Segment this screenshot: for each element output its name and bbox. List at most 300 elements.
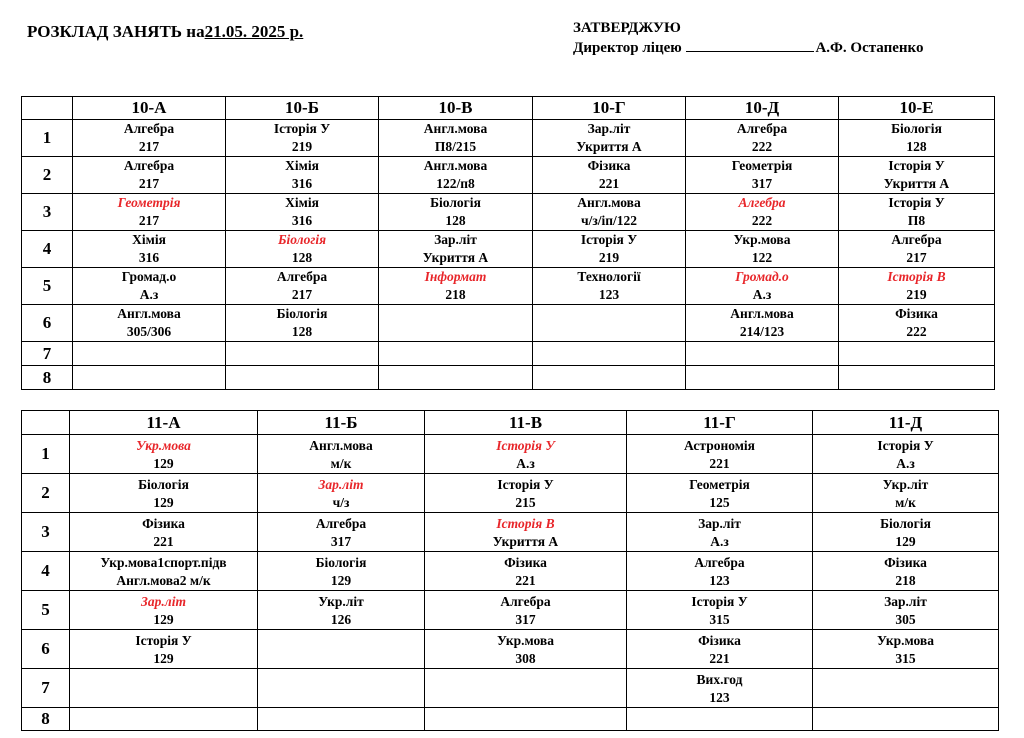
- lesson-cell: [533, 231, 686, 268]
- lesson-cell: [70, 513, 258, 552]
- lesson-number: 7: [22, 669, 70, 708]
- subject-name: Фізика: [142, 516, 185, 531]
- lesson-content: [686, 120, 838, 156]
- class-header: 11-Д: [813, 411, 999, 435]
- lesson-content: [70, 630, 257, 668]
- subject-name: Фізика: [587, 158, 631, 173]
- subject-name: Геометрія: [117, 195, 181, 210]
- room-label: 215: [515, 495, 536, 510]
- room-label: 129: [895, 534, 916, 549]
- subject-name: Укр.мова: [877, 633, 934, 648]
- subject-name: Фізика: [504, 555, 547, 570]
- subject-name: Алгебра: [123, 121, 175, 136]
- lesson-cell: [686, 120, 839, 157]
- lesson-number: 7: [22, 342, 73, 366]
- lesson-number: 8: [22, 708, 70, 731]
- room-label: 128: [906, 139, 927, 154]
- lesson-cell: [258, 708, 425, 731]
- lesson-cell: [813, 630, 999, 669]
- lesson-cell: [686, 268, 839, 305]
- subject-name: Геометрія: [689, 477, 750, 492]
- lesson-content: [226, 231, 378, 267]
- lesson-content: [627, 552, 812, 590]
- subject-name: Алгебра: [500, 594, 551, 609]
- subject-name: Історія У: [497, 477, 554, 492]
- room-label: Укриття А: [883, 176, 950, 191]
- lesson-cell: [379, 194, 533, 231]
- lesson-content: [813, 708, 998, 710]
- lesson-cell: [70, 552, 258, 591]
- lesson-cell: [73, 366, 226, 390]
- lesson-cell: [839, 194, 995, 231]
- lesson-cell: [425, 552, 627, 591]
- room-label: 217: [906, 250, 927, 265]
- room-label: А.з: [139, 287, 159, 302]
- lesson-content: [73, 268, 225, 304]
- lesson-content: [425, 591, 626, 629]
- lesson-cell: [686, 157, 839, 194]
- lesson-content: [73, 194, 225, 230]
- room-label: 316: [291, 213, 313, 228]
- room-label: 221: [598, 176, 620, 191]
- subject-name: Астрономія: [684, 438, 755, 453]
- lesson-row: [22, 474, 999, 513]
- lesson-content: [425, 552, 626, 590]
- lesson-cell: [258, 513, 425, 552]
- approval-name: А.Ф. Остапенко: [815, 40, 924, 56]
- lesson-row: [22, 669, 999, 708]
- lesson-cell: [379, 366, 533, 390]
- lesson-cell: [379, 120, 533, 157]
- room-label: 129: [153, 651, 174, 666]
- subject-name: Англ.мова: [117, 306, 181, 321]
- lesson-row: [22, 366, 995, 390]
- lesson-content: [627, 435, 812, 473]
- lesson-row: [22, 342, 995, 366]
- subject-name: Громад.о: [735, 269, 789, 284]
- subject-name: Історія У: [888, 195, 945, 210]
- subject-name: Укр.мова: [733, 232, 791, 247]
- lesson-cell: [425, 474, 627, 513]
- room-label: 315: [709, 612, 730, 627]
- room-label: А.з: [752, 287, 772, 302]
- lesson-cell: [425, 630, 627, 669]
- title-date: 21.05. 2025 р.: [204, 22, 304, 41]
- lesson-cell: [226, 342, 379, 366]
- lesson-cell: [839, 268, 995, 305]
- lesson-cell: [533, 342, 686, 366]
- room-label: 315: [895, 651, 916, 666]
- page-title: [27, 22, 303, 42]
- lesson-content: [258, 630, 424, 632]
- lesson-content: [686, 305, 838, 341]
- class-header: 11-А: [70, 411, 258, 435]
- lesson-cell: [839, 231, 995, 268]
- lesson-content: [813, 630, 998, 668]
- lesson-cell: [258, 630, 425, 669]
- subject-name: Алгебра: [315, 516, 367, 531]
- subject-name: Історія У: [888, 158, 945, 173]
- lesson-content: [379, 231, 532, 267]
- subject-name: Укр.літ: [318, 594, 364, 609]
- subject-name: Укр.мова1спорт.підв: [100, 555, 227, 570]
- lesson-content: [379, 194, 532, 230]
- lesson-cell: [70, 474, 258, 513]
- subject-name: Зар.літ: [884, 594, 927, 609]
- lesson-number: 6: [22, 630, 70, 669]
- subject-name: Укр.літ: [882, 477, 929, 492]
- lesson-content: [226, 120, 378, 156]
- room-label: 125: [709, 495, 730, 510]
- room-label: 129: [153, 495, 174, 510]
- room-label: 305: [895, 612, 916, 627]
- room-label: 317: [751, 176, 773, 191]
- lesson-content: [70, 552, 257, 590]
- lesson-cell: [425, 435, 627, 474]
- lesson-content: [686, 194, 838, 230]
- lesson-number: 4: [22, 231, 73, 268]
- lesson-content: [839, 120, 994, 156]
- lesson-cell: [813, 552, 999, 591]
- lesson-cell: [425, 669, 627, 708]
- subject-name: Технології: [577, 269, 641, 284]
- class-header: 10-А: [73, 97, 226, 120]
- room-label: 222: [906, 324, 927, 339]
- lesson-cell: [70, 708, 258, 731]
- room-label: П8: [907, 213, 926, 228]
- subject-name: Історія У: [580, 232, 638, 247]
- lesson-cell: [533, 120, 686, 157]
- lesson-cell: [839, 305, 995, 342]
- lesson-cell: [379, 305, 533, 342]
- lesson-row: [22, 231, 995, 268]
- lesson-cell: [627, 669, 813, 708]
- signature-line: [686, 39, 814, 52]
- approval-signature-line: [573, 38, 924, 58]
- lesson-content: [425, 669, 626, 671]
- lesson-content: [813, 513, 998, 551]
- lesson-cell: [839, 366, 995, 390]
- room-label: 122/п8: [436, 176, 475, 191]
- table-header-row: [22, 97, 995, 120]
- lesson-cell: [839, 342, 995, 366]
- room-label: 129: [330, 573, 352, 588]
- room-label: 217: [138, 139, 160, 154]
- lesson-content: [839, 194, 994, 230]
- lesson-content: [258, 591, 424, 629]
- subject-name: Біологія: [315, 555, 367, 570]
- subject-name: Біологія: [891, 121, 942, 136]
- lesson-row: [22, 194, 995, 231]
- room-label: м/к: [895, 495, 916, 510]
- subject-name: Зар.літ: [318, 477, 364, 492]
- lesson-cell: [627, 630, 813, 669]
- lesson-cell: [70, 630, 258, 669]
- room-label: 219: [598, 250, 620, 265]
- subject-name: Хімія: [132, 232, 166, 247]
- lesson-cell: [686, 342, 839, 366]
- lesson-content: [258, 435, 424, 473]
- room-label: 316: [138, 250, 160, 265]
- lesson-content: [533, 231, 685, 267]
- room-label: 316: [291, 176, 313, 191]
- lesson-cell: [226, 231, 379, 268]
- room-label: ч/з: [332, 495, 350, 510]
- lesson-content: [73, 305, 225, 341]
- lesson-content: [425, 708, 626, 710]
- lesson-cell: [226, 366, 379, 390]
- lesson-cell: [379, 231, 533, 268]
- subject-name: Біологія: [138, 477, 189, 492]
- lesson-number: 4: [22, 552, 70, 591]
- room-label: 129: [153, 456, 174, 471]
- lesson-cell: [627, 435, 813, 474]
- lesson-cell: [425, 591, 627, 630]
- lesson-cell: [839, 120, 995, 157]
- lesson-content: [226, 157, 378, 193]
- room-label: 222: [751, 213, 773, 228]
- subject-name: Історія У: [877, 438, 934, 453]
- lesson-content: [73, 120, 225, 156]
- lesson-content: [839, 305, 994, 341]
- lesson-number: 2: [22, 474, 70, 513]
- lesson-content: [813, 474, 998, 512]
- lesson-cell: [70, 435, 258, 474]
- corner-cell: [22, 97, 73, 120]
- subject-name: Фізика: [884, 555, 927, 570]
- lesson-content: [627, 474, 812, 512]
- lesson-content: [70, 669, 257, 671]
- subject-name: Укр.мова: [136, 438, 191, 453]
- approval-block: [573, 18, 924, 58]
- lesson-cell: [686, 366, 839, 390]
- room-label: А.з: [896, 456, 915, 471]
- class-header: 11-Г: [627, 411, 813, 435]
- lesson-content: [226, 268, 378, 304]
- lesson-content: [627, 513, 812, 551]
- room-label: 123: [598, 287, 620, 302]
- room-label: 122: [751, 250, 773, 265]
- lesson-content: [70, 474, 257, 512]
- subject-name: Зар.літ: [587, 121, 631, 136]
- lesson-content: [70, 708, 257, 710]
- lesson-cell: [258, 435, 425, 474]
- lesson-content: [627, 630, 812, 668]
- lesson-number: 1: [22, 120, 73, 157]
- room-label: 218: [895, 573, 916, 588]
- lesson-row: [22, 552, 999, 591]
- class-header: 10-Г: [533, 97, 686, 120]
- lesson-content: [627, 591, 812, 629]
- lesson-content: [258, 669, 424, 671]
- lesson-cell: [813, 708, 999, 731]
- class-header: 11-Б: [258, 411, 425, 435]
- room-label: 221: [153, 534, 174, 549]
- room-label: Укриття А: [576, 139, 642, 154]
- subject-name: Громад.о: [121, 269, 177, 284]
- schedule-table-grade-11: [21, 410, 999, 731]
- lesson-cell: [73, 194, 226, 231]
- lesson-cell: [839, 157, 995, 194]
- lesson-content: [379, 268, 532, 304]
- lesson-content: [627, 708, 812, 710]
- lesson-cell: [813, 591, 999, 630]
- class-header: 10-Е: [839, 97, 995, 120]
- subject-name: Біологія: [277, 232, 327, 247]
- subject-name: Історія У: [496, 438, 555, 453]
- lesson-content: [533, 194, 685, 230]
- room-label: 217: [138, 176, 160, 191]
- room-label: 218: [445, 287, 466, 302]
- lesson-content: [839, 157, 994, 193]
- room-label: Укриття А: [492, 534, 559, 549]
- room-label: 221: [515, 573, 536, 588]
- subject-name: Алгебра: [736, 121, 788, 136]
- subject-name: Біологія: [880, 516, 931, 531]
- subject-name: Алгебра: [694, 555, 745, 570]
- lesson-content: [258, 552, 424, 590]
- subject-name: Історія В: [496, 516, 555, 531]
- lesson-cell: [813, 435, 999, 474]
- room-label: 317: [515, 612, 536, 627]
- lesson-row: [22, 157, 995, 194]
- lesson-content: [226, 305, 378, 341]
- room-label: 219: [906, 287, 927, 302]
- lesson-cell: [425, 708, 627, 731]
- room-label: 123: [709, 690, 730, 705]
- lesson-content: [425, 474, 626, 512]
- lesson-cell: [533, 268, 686, 305]
- lesson-number: 2: [22, 157, 73, 194]
- subject-name: Англ.мова: [730, 306, 794, 321]
- room-label: П8/215: [434, 139, 477, 154]
- lesson-number: 3: [22, 513, 70, 552]
- lesson-cell: [226, 157, 379, 194]
- lesson-cell: [73, 305, 226, 342]
- lesson-content: [73, 157, 225, 193]
- lesson-row: [22, 591, 999, 630]
- subject-name: Біологія: [276, 306, 328, 321]
- lesson-number: 8: [22, 366, 73, 390]
- room-label: Укриття А: [422, 250, 489, 265]
- subject-name: Англ.мова: [423, 158, 488, 173]
- lesson-cell: [627, 513, 813, 552]
- lesson-number: 3: [22, 194, 73, 231]
- lesson-cell: [813, 474, 999, 513]
- lesson-content: [686, 157, 838, 193]
- lesson-content: [686, 231, 838, 267]
- room-label: м/к: [330, 456, 352, 471]
- subject-name: Алгебра: [276, 269, 328, 284]
- lesson-row: [22, 708, 999, 731]
- lesson-cell: [70, 669, 258, 708]
- lesson-content: [839, 231, 994, 267]
- lesson-cell: [258, 552, 425, 591]
- lesson-cell: [379, 342, 533, 366]
- subject-name: Алгебра: [738, 195, 786, 210]
- lesson-cell: [627, 552, 813, 591]
- lesson-row: [22, 120, 995, 157]
- lesson-cell: [73, 157, 226, 194]
- lesson-cell: [226, 268, 379, 305]
- lesson-cell: [226, 120, 379, 157]
- lesson-content: [813, 591, 998, 629]
- lesson-content: [533, 268, 685, 304]
- lesson-content: [813, 552, 998, 590]
- lesson-content: [258, 474, 424, 512]
- lesson-cell: [813, 513, 999, 552]
- lesson-cell: [813, 669, 999, 708]
- room-label: 217: [291, 287, 313, 302]
- lesson-cell: [258, 474, 425, 513]
- table-header-row: [22, 411, 999, 435]
- room-label: 128: [291, 250, 313, 265]
- lesson-number: 1: [22, 435, 70, 474]
- lesson-row: [22, 305, 995, 342]
- subject-name: Англ.мова: [309, 438, 373, 453]
- room-label: 317: [330, 534, 352, 549]
- schedule-table-grade-10: [21, 96, 995, 390]
- lesson-cell: [533, 366, 686, 390]
- lesson-row: [22, 435, 999, 474]
- subject-name: Фізика: [698, 633, 741, 648]
- subject-name: Укр.мова: [497, 633, 554, 648]
- lesson-content: [258, 513, 424, 551]
- subject-name: Біологія: [430, 195, 481, 210]
- room-label: 126: [330, 612, 352, 627]
- approval-title: ЗАТВЕРДЖУЮ: [573, 20, 681, 36]
- lesson-cell: [533, 194, 686, 231]
- class-header: 10-В: [379, 97, 533, 120]
- lesson-cell: [258, 669, 425, 708]
- room-label: А.з: [710, 534, 729, 549]
- room-label: 128: [291, 324, 313, 339]
- lesson-row: [22, 268, 995, 305]
- subject-name: Алгебра: [123, 158, 175, 173]
- lesson-content: [73, 231, 225, 267]
- lesson-content: [226, 194, 378, 230]
- lesson-cell: [379, 268, 533, 305]
- lesson-content: [686, 268, 838, 304]
- room-label: 217: [138, 213, 160, 228]
- room-label: 221: [709, 456, 730, 471]
- corner-cell: [22, 411, 70, 435]
- lesson-cell: [533, 157, 686, 194]
- lesson-cell: [686, 305, 839, 342]
- subject-name: Англ.мова: [577, 195, 641, 210]
- approval-role: Директор ліцею: [573, 40, 686, 56]
- title-prefix: РОЗКЛАД ЗАНЯТЬ на: [27, 22, 205, 41]
- class-header: 10-Б: [226, 97, 379, 120]
- lesson-row: [22, 513, 999, 552]
- subject-name: Хімія: [285, 158, 319, 173]
- room-label: 214/123: [739, 324, 785, 339]
- lesson-cell: [226, 194, 379, 231]
- lesson-content: [379, 120, 532, 156]
- subject-name: Інформат: [424, 269, 487, 284]
- lesson-content: [839, 268, 994, 304]
- room-label: А.з: [516, 456, 535, 471]
- lesson-cell: [533, 305, 686, 342]
- subject-name: Хімія: [285, 195, 319, 210]
- lesson-cell: [627, 474, 813, 513]
- lesson-number: 6: [22, 305, 73, 342]
- lesson-content: [533, 120, 685, 156]
- room-label: 219: [291, 139, 313, 154]
- lesson-cell: [425, 513, 627, 552]
- subject-name: Історія У: [273, 121, 331, 136]
- room-label: 308: [515, 651, 536, 666]
